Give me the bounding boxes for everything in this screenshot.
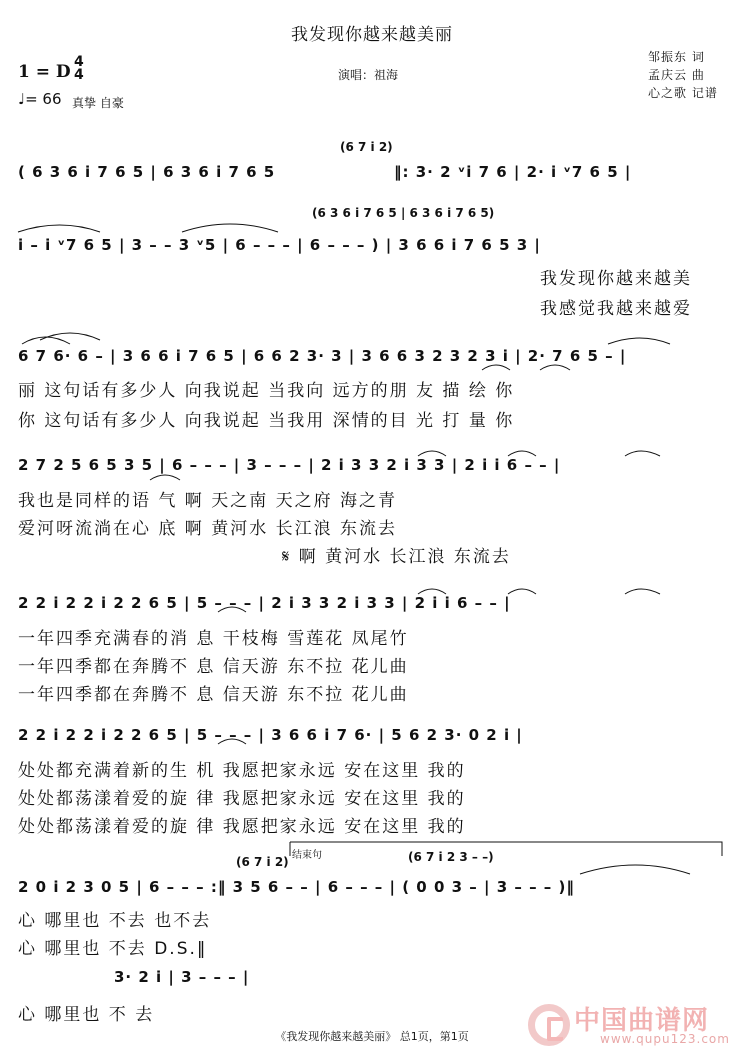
notation-line: 2 2 i 2 2 i 2 2 6 5 | 5 – – – | 2 i 3 3 2 i 3 3 | 2 i i 6 – – | xyxy=(18,594,511,612)
time-signature xyxy=(74,56,84,82)
tempo-mark: ♩= 66 xyxy=(18,90,62,108)
page-title: 我发现你越来越美丽 xyxy=(291,25,453,45)
site-logo-icon xyxy=(528,1004,570,1046)
key-signature: 1 = D xyxy=(18,62,71,82)
time-signature-top: 4 xyxy=(74,54,84,70)
lyric-line: 𝄋 啊 黄河水 长江浪 东流去 xyxy=(282,547,511,567)
expression-mark: 真挚 自豪 xyxy=(72,96,124,110)
lyric-line: 我也是同样的语 气 啊 天之南 天之府 海之青 xyxy=(18,491,398,511)
lyric-line: 我发现你越来越美 xyxy=(540,269,692,289)
lyric-line: 丽 这句话有多少人 向我说起 当我向 远方的朋 友 描 绘 你 xyxy=(18,381,515,401)
singer-credit: 演唱：祖海 xyxy=(338,68,399,82)
lyric-line: 心 哪里也 不去 D.S.‖ xyxy=(18,939,208,959)
composer-credit: 孟庆云 曲 xyxy=(648,68,705,82)
notation-line: ‖: 3· 2 ᵛi 7 6 | 2· i ᵛ7 6 5 | xyxy=(394,163,632,181)
notation-line: i – i ᵛ7 6 5 | 3 – – 3 ᵛ5 | 6 – – – | 6 – – – ) | 3 6 6 i 7 6 5 3 | xyxy=(18,236,541,254)
lyric-line: 你 这句话有多少人 向我说起 当我用 深情的目 光 打 量 你 xyxy=(18,411,515,431)
lyric-line: 心 哪里也 不 去 xyxy=(18,1005,155,1025)
grace-notes: (6 7 i 2) xyxy=(236,855,289,869)
lyric-line: 我感觉我越来越爱 xyxy=(540,299,692,319)
notation-line: 3· 2 i | 3 – – – | xyxy=(114,968,250,986)
notation-line: 2 2 i 2 2 i 2 2 6 5 | 5 – – – | 3 6 6 i 7 6· | 5 6 2 3· 0 2 i | xyxy=(18,726,523,744)
lyric-line: 爱河呀流淌在心 底 啊 黄河水 长江浪 东流去 xyxy=(18,519,398,539)
notation-line: ( 6 3 6 i 7 6 5 | 6 3 6 i 7 6 5 xyxy=(18,163,276,181)
intro-small-notes: (6 3 6 i 7 6 5 | 6 3 6 i 7 6 5) xyxy=(312,206,495,220)
lyric-line: 处处都荡漾着爱的旋 律 我愿把家永远 安在这里 我的 xyxy=(18,789,466,809)
lyric-line: 一年四季充满春的消 息 干枝梅 雪莲花 凤尾竹 xyxy=(18,629,409,649)
lyric-line: 处处都荡漾着爱的旋 律 我愿把家永远 安在这里 我的 xyxy=(18,817,466,837)
notation-line: 2 0 i 2 3 0 5 | 6 – – – :‖ 3 5 6 – – | 6 – – – | ( 0 0 3 – | 3 – – – )‖ xyxy=(18,878,575,896)
lyric-line: 一年四季都在奔腾不 息 信天游 东不拉 花儿曲 xyxy=(18,685,409,705)
lyricist-credit: 邹振东 词 xyxy=(648,50,705,64)
time-signature-bottom: 4 xyxy=(74,67,84,83)
notation-line: 2 7 2 5 6 5 3 5 | 6 – – – | 3 – – – | 2 i 3 3 2 i 3 3 | 2 i i 6 – – | xyxy=(18,456,561,474)
lyric-line: 一年四季都在奔腾不 息 信天游 东不拉 花儿曲 xyxy=(18,657,409,677)
site-logo-url: www.qupu123.com xyxy=(600,1032,730,1046)
transcriber-credit: 心之歌 记谱 xyxy=(648,86,718,100)
grace-notes: (6 7 i 2 3 – –) xyxy=(408,850,494,864)
lyric-line: 心 哪里也 不去 也不去 xyxy=(18,911,212,931)
lyric-line: 处处都充满着新的生 机 我愿把家永远 安在这里 我的 xyxy=(18,761,466,781)
page-footer: 《我发现你越来越美丽》 总1页，第1页 xyxy=(275,1030,469,1043)
notation-line: 6 7 6· 6 – | 3 6 6 i 7 6 5 | 6 6 2 3· 3 | 3 6 6 3 2 3 2 3 i | 2· 7 6 5 – | xyxy=(18,347,627,365)
grace-notes: (6 7 i 2) xyxy=(340,140,393,154)
ending-label: 结束句 xyxy=(292,850,322,861)
site-logo-text: 中国曲谱网 xyxy=(574,1006,710,1036)
